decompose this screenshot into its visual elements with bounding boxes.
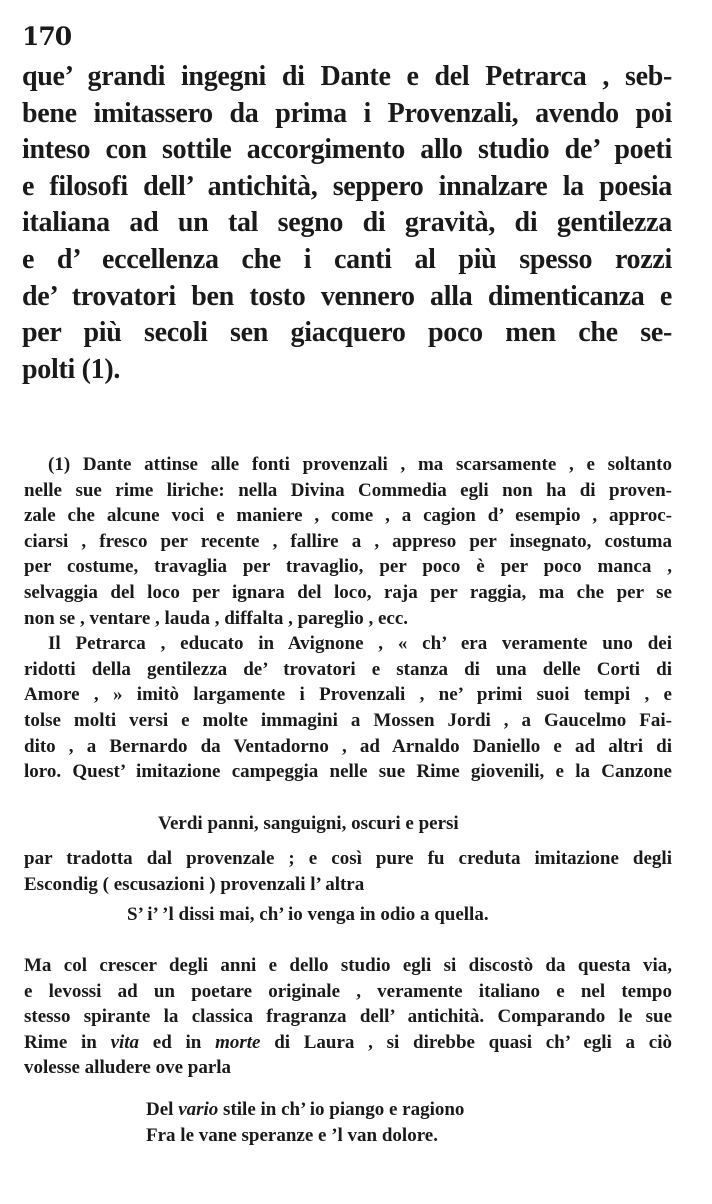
text-line: italiana ad un tal segno di gravità, di gentilezza: [22, 207, 672, 239]
footnote-line: per costume, travaglia per travaglio, per poco è per poco manca ,: [24, 556, 672, 578]
verse-quote: [146, 1097, 464, 1148]
text-fragment: ed in: [139, 1031, 216, 1053]
footnote-paragraph: [24, 953, 672, 1081]
text-line: de’ trovatori ben tosto vennero alla dimenticanza e: [22, 280, 672, 312]
footnote-line: nelle sue rime liriche: nella Divina Commedia egli non ha di proven-: [24, 479, 672, 501]
footnote-line: ridotti della gentilezza de’ trovatori e stanza di una delle Corti di: [24, 658, 672, 680]
footnote-line: par tradotta dal provenzale ; e così pure fu creduta imitazione degli: [24, 848, 672, 869]
verse-line: Fra le vane speranze e ’l van dolore.: [146, 1124, 438, 1146]
text-line: inteso con sottile accorgimento allo studio de’ poeti: [22, 134, 672, 166]
footnote-line: stesso spirante la classica fragranza dell’ antichità. Comparando le sue: [24, 1006, 672, 1028]
italic-word: vita: [110, 1031, 140, 1053]
italic-word: vario: [178, 1099, 219, 1120]
footnote-line: Ma col crescer degli anni e dello studio egli si discostò da questa via,: [24, 955, 672, 976]
text-line: e filosofi dell’ antichità, seppero innalzare la poesia: [22, 170, 672, 202]
text-line: bene imitassero da prima i Provenzali, avendo poi: [22, 97, 672, 129]
footnote-line: Amore , » imitò largamente i Provenzali , ne’ primi suoi tempi , e: [24, 684, 672, 706]
footnote-paragraph: [24, 846, 672, 897]
footnote-line: ciarsi , fresco per recente , fallire a , appreso per insegnato, costuma: [24, 530, 672, 552]
text-fragment: Del: [146, 1099, 179, 1120]
footnote: [24, 452, 672, 785]
footnote-line: (1) Dante attinse alle fonti provenzali , ma scarsamente , e soltanto: [48, 454, 672, 475]
text-fragment: Rime in: [24, 1031, 111, 1053]
text-line: per più secoli sen giacquero poco men che se-: [22, 317, 672, 349]
footnote-line: dito , a Bernardo da Ventadorno , ad Arnaldo Daniello e ad altri di: [24, 735, 672, 757]
text-line: que’ grandi ingegni di Dante e del Petrarca , seb-: [22, 61, 672, 92]
footnote-line: Il Petrarca , educato in Avignone , « ch’ era veramente uno dei: [48, 633, 672, 655]
text-fragment: di Laura , si direbbe quasi ch’ egli a ciò: [260, 1031, 672, 1053]
footnote-line: [24, 1030, 672, 1056]
main-text: [22, 59, 672, 388]
footnote-line: selvaggia del loco per ignara del loco, raja per raggia, ma che per se: [24, 581, 672, 603]
italic-word: morte: [215, 1031, 261, 1053]
text-line: polti (1).: [22, 353, 121, 385]
page-number: 170: [22, 22, 72, 51]
footnote-line: tolse molti versi e molte immagini a Mossen Jordi , a Gaucelmo Fai-: [24, 709, 672, 731]
verse-quote: Verdi panni, sanguigni, oscuri e persi: [158, 813, 459, 834]
footnote-line: zale che alcune voci e maniere , come , a cagion d’ esempio , approc-: [24, 505, 672, 527]
verse-quote: S’ i’ ’l dissi mai, ch’ io venga in odio a quella.: [127, 904, 489, 925]
text-line: e d’ eccellenza che i canti al più spesso rozzi: [22, 243, 672, 275]
footnote-line: non se , ventare , lauda , diffalta , pareglio , ecc.: [24, 607, 409, 629]
footnote-line: loro. Quest’ imitazione campeggia nelle sue Rime giovenili, e la Canzone: [24, 761, 672, 783]
verse-line: [146, 1097, 464, 1123]
text-fragment: stile in ch’ io piango e ragiono: [218, 1099, 465, 1120]
footnote-line: volesse alludere ove parla: [24, 1057, 232, 1079]
footnote-line: e levossi ad un poetare originale , veramente italiano e nel tempo: [24, 980, 672, 1002]
footnote-line: Escondig ( escusazioni ) provenzali l’ altra: [24, 873, 365, 895]
